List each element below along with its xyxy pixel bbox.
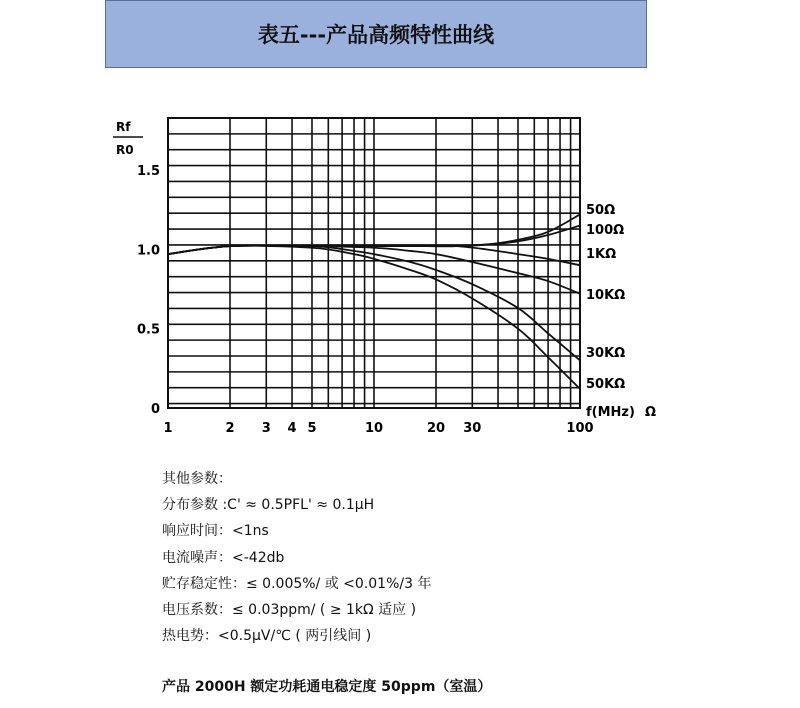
series-label: 30KΩ [586, 346, 626, 361]
y-axis-label-denominator: R0 [116, 143, 134, 157]
x-axis-label: f(MHz) [586, 405, 635, 420]
x-tick-label: 5 [307, 421, 317, 436]
spec-line: 电流噪声：<-42db [162, 549, 285, 566]
x-tick-label: 3 [261, 421, 271, 436]
x-tick-label: 100 [566, 421, 594, 436]
y-axis-label-numerator: Rf [116, 120, 131, 134]
chart-grid [168, 118, 580, 408]
spec-line: 热电势：<0.5μV/℃ ( 两引线间 ) [162, 628, 372, 645]
specs-heading: 其他参数： [162, 471, 232, 487]
specs-block [162, 466, 431, 649]
chart-labels [137, 164, 625, 436]
y-tick-label: 0.5 [136, 322, 160, 338]
y-tick-label: 1.5 [136, 164, 160, 179]
series-label: 10KΩ [586, 288, 626, 303]
spec-line: 响应时间：<1ns [162, 523, 269, 540]
x-tick-label: 30 [463, 421, 482, 436]
y-tick-label: 0 [150, 402, 160, 417]
series-label: 100Ω [586, 223, 625, 238]
spec-line: 分布参数 :C' ≈ 0.5PFL' ≈ 0.1μH [162, 497, 375, 514]
x-tick-label: 4 [287, 421, 297, 436]
x-tick-label: 2 [225, 421, 235, 436]
spec-line: 贮存稳定性：≤ 0.005%/ 或 <0.01%/3 年 [162, 575, 432, 592]
footer-note: 产品 2000H 额定功耗通电稳定度 50ppm（室温） [162, 679, 492, 695]
series-label: 1KΩ [586, 247, 617, 262]
x-axis-unit-symbol: Ω [645, 405, 657, 420]
x-tick-label: 10 [364, 421, 384, 436]
series-label: 50Ω [586, 203, 616, 218]
x-tick-label: 20 [426, 421, 446, 436]
series-label: 50KΩ [586, 377, 626, 392]
y-tick-label: 1.0 [136, 243, 160, 259]
x-tick-label: 1 [163, 421, 173, 436]
page-title: 表五---产品高频特性曲线 [257, 23, 495, 47]
spec-line: 电压系数：≤ 0.03ppm/ ( ≥ 1kΩ 适应 ) [162, 602, 417, 619]
